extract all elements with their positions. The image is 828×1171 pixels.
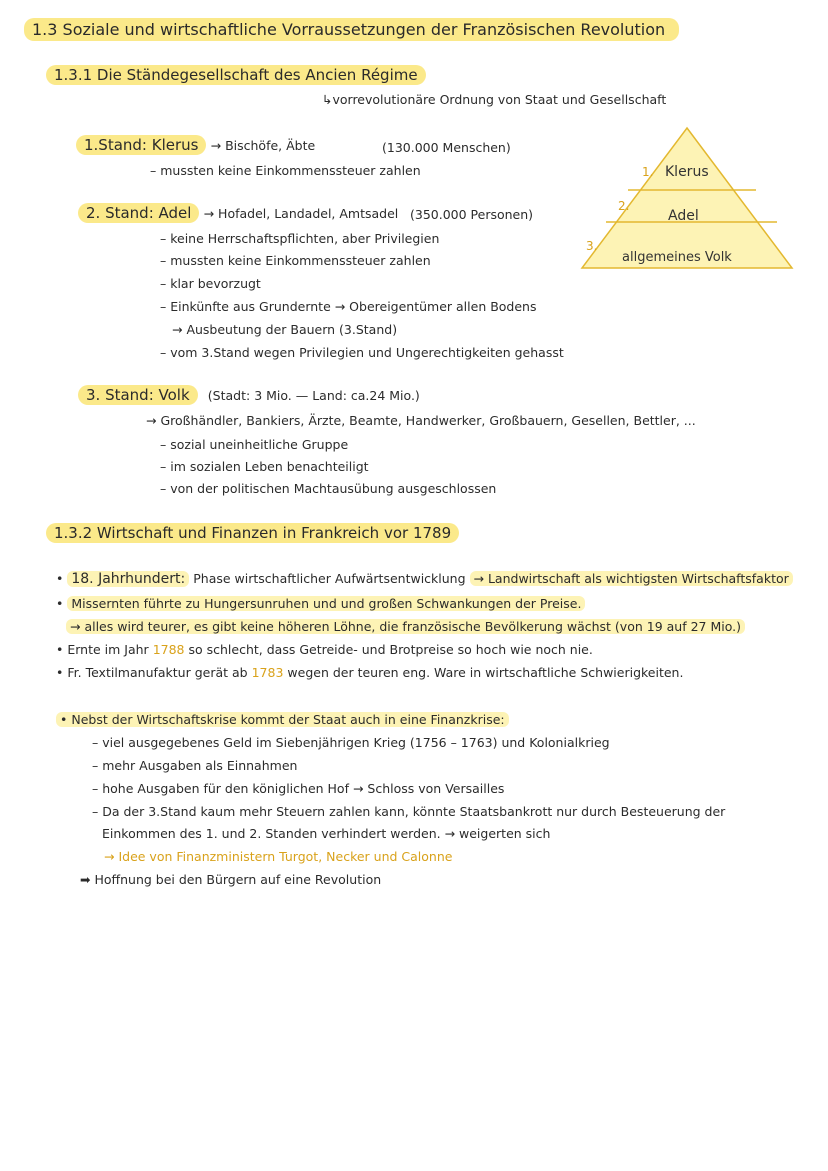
stand3-note: – im sozialen Leben benachteiligt — [160, 459, 369, 474]
finance-idea: → Idee von Finanzministern Turgot, Necker und Calonne — [104, 849, 453, 864]
harvest-a: Ernte im Jahr — [67, 642, 149, 657]
stand2-label: 2. Stand: Adel — [78, 203, 199, 223]
finance-item: – viel ausgegebenes Geld im Siebenjährigen Krieg (1756 – 1763) und Kolonialkrieg — [92, 735, 610, 750]
finance-item: – Da der 3.Stand kaum mehr Steuern zahlen kann, könnte Staatsbankrott nur durch Besteuerung der — [92, 804, 726, 819]
economy-phase: Phase wirtschaftlicher Aufwärtsentwicklung — [193, 571, 466, 586]
stand2-note: → Ausbeutung der Bauern (3.Stand) — [172, 322, 398, 337]
stand1-line — [76, 136, 315, 154]
estates-pyramid — [580, 122, 810, 282]
pyramid-num-1: 1. — [642, 165, 654, 179]
page-title-text: 1.3 Soziale und wirtschaftliche Vorraussetzungen der Französischen Revolution — [24, 18, 679, 41]
economy-line-5: • Fr. Textilmanufaktur gerät ab 1783 wegen der teuren eng. Ware in wirtschaftliche Schwierigkeiten. — [56, 665, 684, 680]
harvest-year: 1788 — [152, 642, 185, 657]
stand2-note: – Einkünfte aus Grundernte → Obereigentümer allen Bodens — [160, 299, 537, 314]
stand1-count: (130.000 Menschen) — [382, 140, 511, 155]
pyramid-label-3: allgemeines Volk — [622, 250, 732, 265]
stand2-members: → Hofadel, Landadel, Amtsadel — [203, 206, 399, 221]
stand2-note: – keine Herrschaftspflichten, aber Privilegien — [160, 231, 440, 246]
stand2-note: – mussten keine Einkommenssteuer zahlen — [160, 253, 431, 268]
page-title — [24, 20, 679, 39]
finance-conclusion: ➡ Hoffnung bei den Bürgern auf eine Revolution — [80, 872, 382, 887]
economy-agriculture: → Landwirtschaft als wichtigsten Wirtschaftsfaktor — [470, 571, 793, 586]
section1-title-text: 1.3.1 Die Ständegesellschaft des Ancien Régime — [46, 65, 426, 85]
finance-intro-text: Nebst der Wirtschaftskrise kommt der Staat auch in eine Finanzkrise: — [71, 712, 505, 727]
economy-line-4: • Ernte im Jahr 1788 so schlecht, dass Getreide- und Brotpreise so hoch wie noch nie. — [56, 642, 593, 657]
section2-title-text: 1.3.2 Wirtschaft und Finanzen in Frankreich vor 1789 — [46, 523, 459, 543]
finance-intro: • Nebst der Wirtschaftskrise kommt der Staat auch in eine Finanzkrise: — [56, 712, 509, 727]
stand2-note: – vom 3.Stand wegen Privilegien und Ungerechtigkeiten gehasst — [160, 345, 564, 360]
stand3-note: – von der politischen Machtausübung ausgeschlossen — [160, 481, 497, 496]
economy-line-1: • 18. Jahrhundert: Phase wirtschaftlicher Aufwärtsentwicklung → Landwirtschaft als wichtigsten Wirtschaftsfaktor — [56, 571, 793, 587]
century-label: 18. Jahrhundert: — [67, 571, 189, 587]
stand1-note: – mussten keine Einkommenssteuer zahlen — [150, 163, 421, 178]
stand2-line — [78, 204, 398, 222]
pyramid-num-3: 3. — [586, 239, 598, 253]
textile-year: 1783 — [251, 665, 284, 680]
finance-intro-line — [56, 712, 509, 727]
section1-subtitle: ↳vorrevolutionäre Ordnung von Staat und Gesellschaft — [322, 92, 667, 107]
stand3-count: (Stadt: 3 Mio. — Land: ca.24 Mio.) — [207, 388, 420, 403]
section2-title — [46, 524, 459, 542]
stand1-members: → Bischöfe, Äbte — [210, 138, 316, 153]
pyramid-label-1: Klerus — [665, 164, 709, 180]
economy-missernten: Missernten führte zu Hungersunruhen und und großen Schwankungen der Preise. — [67, 596, 585, 611]
pyramid-label-2: Adel — [668, 208, 699, 224]
finance-item: – hohe Ausgaben für den königlichen Hof → Schloss von Versailles — [92, 781, 505, 796]
stand3-label: 3. Stand: Volk — [78, 385, 198, 405]
economy-line-3 — [66, 619, 745, 634]
section1-title — [46, 66, 426, 84]
stand3-members: → Großhändler, Bankiers, Ärzte, Beamte, Handwerker, Großbauern, Gesellen, Bettler, ... — [146, 413, 696, 428]
stand3-line — [78, 386, 420, 404]
harvest-c: so schlecht, dass Getreide- und Brotpreise so hoch wie noch nie. — [188, 642, 593, 657]
finance-item: Einkommen des 1. und 2. Standen verhindert werden. → weigerten sich — [102, 826, 551, 841]
stand3-note: – sozial uneinheitliche Gruppe — [160, 437, 349, 452]
stand2-count: (350.000 Personen) — [410, 207, 534, 222]
stand2-note: – klar bevorzugt — [160, 276, 261, 291]
stand1-label: 1.Stand: Klerus — [76, 135, 206, 155]
textile-c: wegen der teuren eng. Ware in wirtschaftliche Schwierigkeiten. — [287, 665, 684, 680]
textile-a: Fr. Textilmanufaktur gerät ab — [67, 665, 248, 680]
economy-line-2: • Missernten führte zu Hungersunruhen und und großen Schwankungen der Preise. — [56, 596, 585, 611]
economy-prices: → alles wird teurer, es gibt keine höheren Löhne, die französische Bevölkerung wächst (von 19 auf 27 Mio.) — [66, 619, 745, 634]
pyramid-num-2: 2. — [618, 199, 630, 213]
finance-item: – mehr Ausgaben als Einnahmen — [92, 758, 298, 773]
